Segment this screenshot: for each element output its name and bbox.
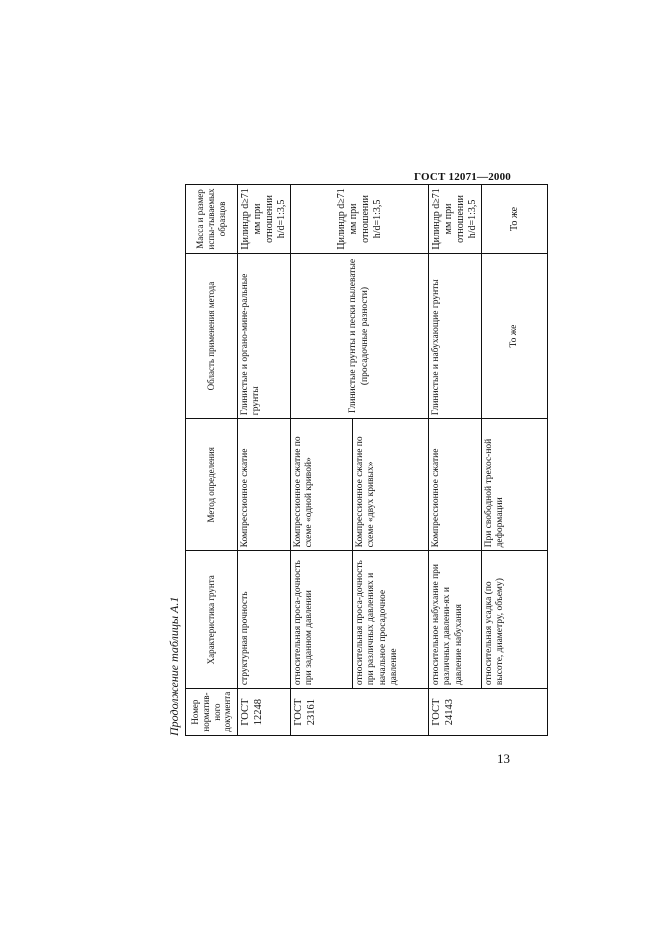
table-row [238,185,291,736]
page-header: ГОСТ 12071—2000 [414,171,511,183]
header-scope: Область применения метода [186,253,238,418]
header-doc: Номер норматив-ного документа [186,689,238,736]
cell-method: Компрессионное сжатие по схеме «двух кривых» [353,419,429,551]
cell-sample: Цилиндр d≥71 мм при отношении h/d=1:3,5 [429,185,482,254]
cell-characteristic: относительная проса-дочность при заданном давлении [291,551,353,689]
cell-characteristic: относительная проса-дочность при различных давлениях и начальное просадочное давление [353,551,429,689]
cell-method: Компрессионное сжатие по схеме «одной кривой» [291,419,353,551]
cell-method: При свободной трехос-ной деформации [482,419,548,551]
cell-doc: ГОСТ 23161 [291,689,429,736]
cell-method: Компрессионное сжатие [429,419,482,551]
cell-scope: Глинистые и органо-мине-ральные грунты [238,253,291,418]
cell-scope: То же [482,253,548,418]
cell-scope: Глинистые и набухающие грунты [429,253,482,418]
table-caption: Продолжение таблицы А.1 [167,596,181,736]
cell-characteristic: относительная усадка (по высоте, диаметру, объему) [482,551,548,689]
rotated-table-block [165,184,520,736]
table-row [429,185,482,736]
cell-sample: То же [482,185,548,254]
cell-characteristic: относительное набухание при различных давлени-ях и давление набухания [429,551,482,689]
cell-method: Компрессионное сжатие [238,419,291,551]
table-row [291,185,353,736]
page-number: 13 [497,751,510,766]
cell-doc: ГОСТ 24143 [429,689,548,736]
header-characteristic: Характеристика грунта [186,551,238,689]
header-sample: Масса и размер испы-тываемых образцов [186,185,238,254]
cell-characteristic: структурная прочность [238,551,291,689]
cell-doc: ГОСТ 12248 [238,689,291,736]
cell-sample: Цилиндр d≥71 мм при отношении h/d=1:3,5 [238,185,291,254]
cell-scope: Глинистые грунты и пески пылеватые (просадочные разности) [291,253,429,418]
cell-sample: Цилиндр d≥71 мм при отношении h/d=1:3,5 [291,185,429,254]
data-table [185,184,548,736]
table-header-row [186,185,238,736]
table-row [482,185,548,736]
header-method: Метод определения [186,419,238,551]
